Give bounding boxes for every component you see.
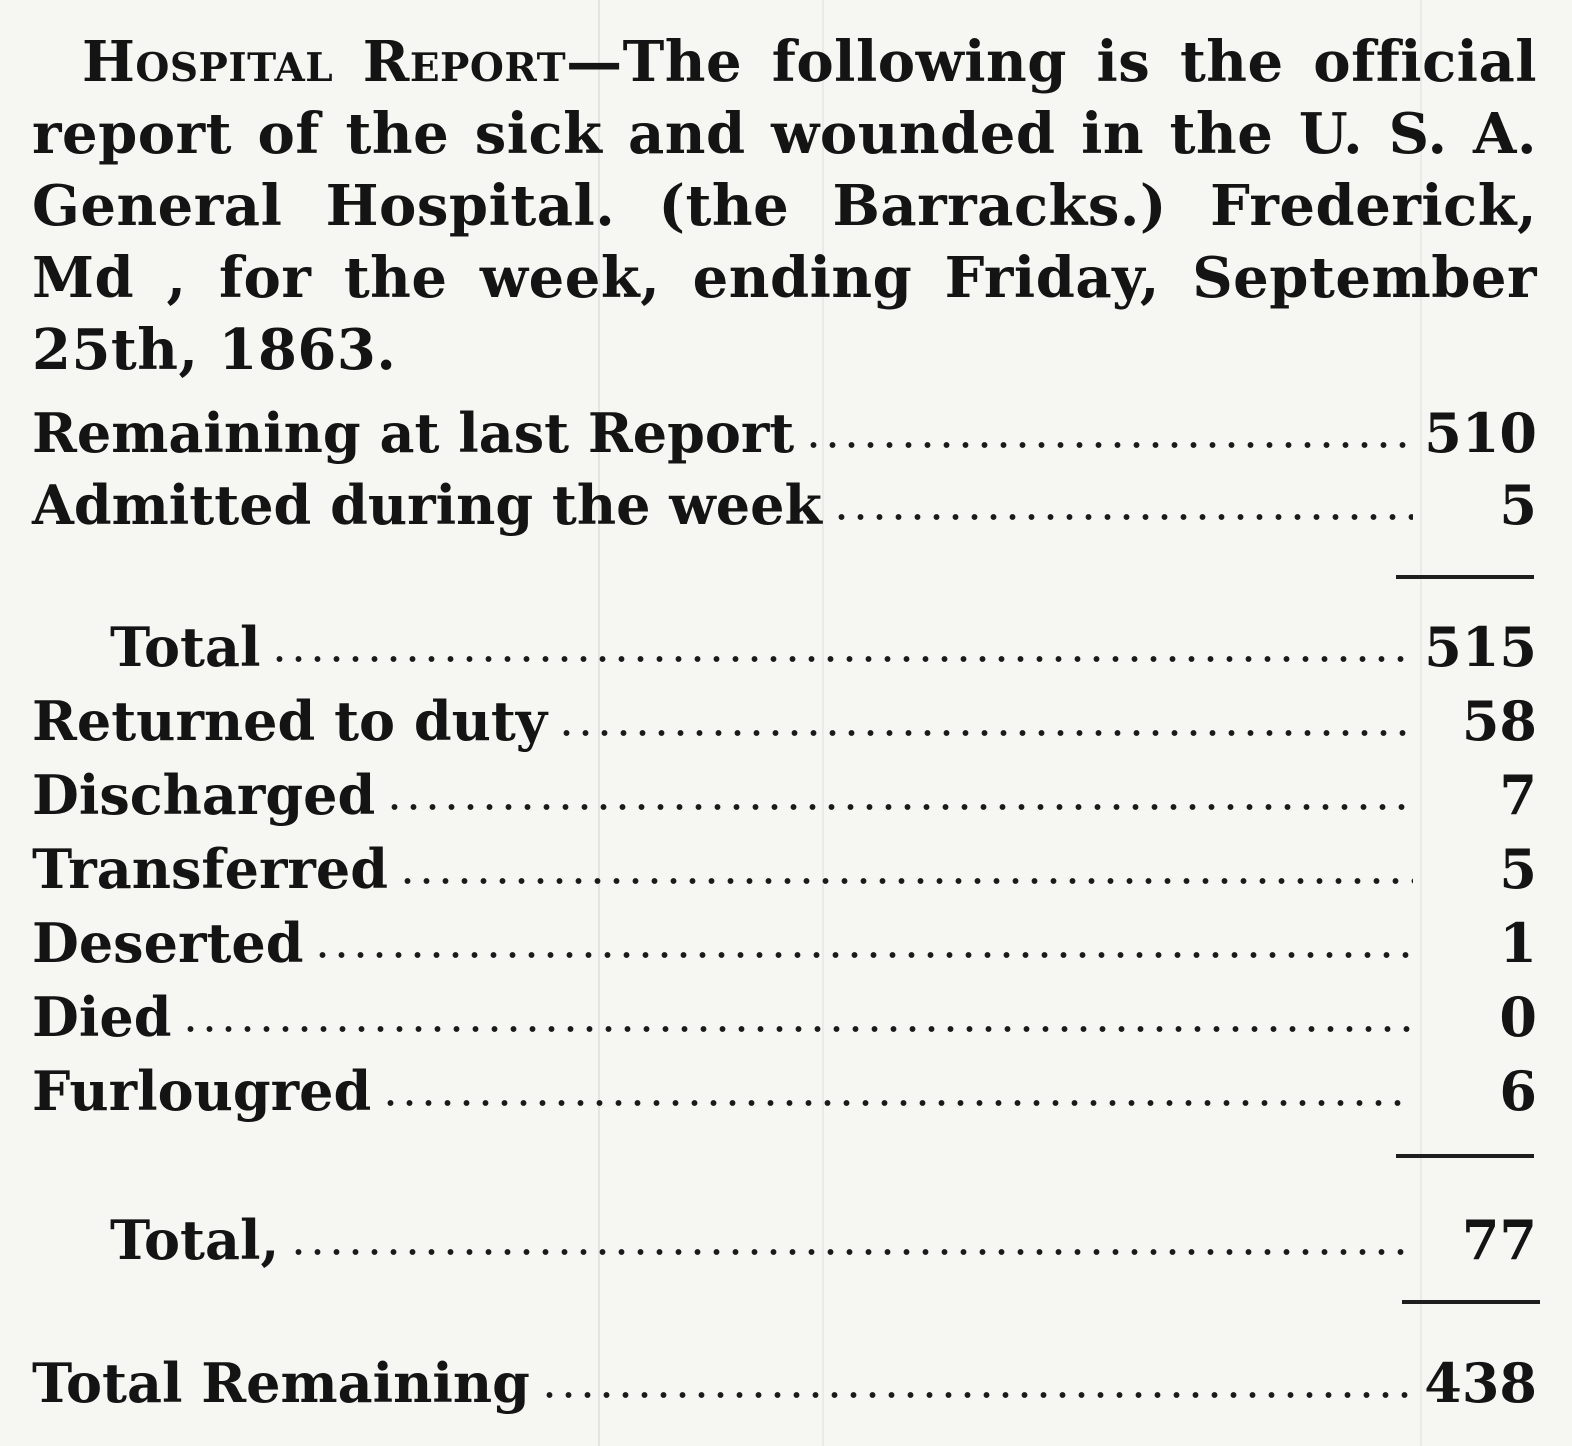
report-row-total-admitted <box>32 612 1537 682</box>
report-row-discharged <box>32 760 1537 830</box>
row-label: Returned to duty <box>32 689 548 753</box>
row-label: Total, <box>110 1208 280 1272</box>
report-row-transferred <box>32 834 1537 904</box>
dot-leader <box>270 655 1410 663</box>
row-value: 1 <box>1499 911 1537 975</box>
sum-rule <box>1402 1300 1540 1304</box>
article-intro <box>32 26 1537 386</box>
row-label: Transferred <box>32 837 388 901</box>
row-label: Discharged <box>32 763 376 827</box>
row-value: 438 <box>1424 1351 1537 1415</box>
row-value: 515 <box>1424 615 1537 679</box>
dot-leader <box>540 1391 1410 1399</box>
row-label: Deserted <box>32 911 304 975</box>
dot-leader <box>832 513 1413 521</box>
row-value: 0 <box>1499 985 1537 1049</box>
dot-leader <box>385 803 1413 811</box>
dot-leader <box>804 441 1410 449</box>
row-value: 7 <box>1499 763 1537 827</box>
row-label: Total Remaining <box>32 1351 530 1415</box>
row-label: Total <box>110 615 261 679</box>
headline-dash: — <box>566 29 623 95</box>
report-row-died <box>32 982 1537 1052</box>
report-row-total-remaining <box>32 1348 1537 1418</box>
dot-leader <box>557 729 1413 737</box>
row-value: 6 <box>1499 1059 1537 1123</box>
dot-leader <box>289 1248 1413 1256</box>
row-label: Died <box>32 985 172 1049</box>
row-label: Remaining at last Report <box>32 401 795 465</box>
row-value: 5 <box>1499 837 1537 901</box>
sum-rule <box>1396 575 1534 579</box>
dot-leader <box>398 877 1413 885</box>
row-label: Admitted during the week <box>32 473 822 537</box>
row-value: 5 <box>1499 473 1537 537</box>
report-row-remaining <box>32 398 1537 468</box>
row-label: Furlougred <box>32 1059 372 1123</box>
report-row-admitted <box>32 470 1537 540</box>
report-row-returned <box>32 686 1537 756</box>
report-row-furloughed <box>32 1056 1537 1126</box>
dot-leader <box>313 951 1413 959</box>
sum-rule <box>1396 1154 1534 1158</box>
report-row-total-departed <box>32 1205 1537 1275</box>
article-headline: Hospital Report <box>82 29 567 95</box>
article-intro-text: The following is the official report of the sick and wounded in the U. S. A. General Hospital. (the Barracks.) Frederick, Md , for the week, ending Friday, September 25th, 1863. <box>32 29 1537 383</box>
dot-leader <box>381 1099 1413 1107</box>
dot-leader <box>181 1025 1413 1033</box>
report-row-deserted <box>32 908 1537 978</box>
row-value: 510 <box>1424 401 1537 465</box>
row-value: 77 <box>1461 1208 1537 1272</box>
row-value: 58 <box>1461 689 1537 753</box>
